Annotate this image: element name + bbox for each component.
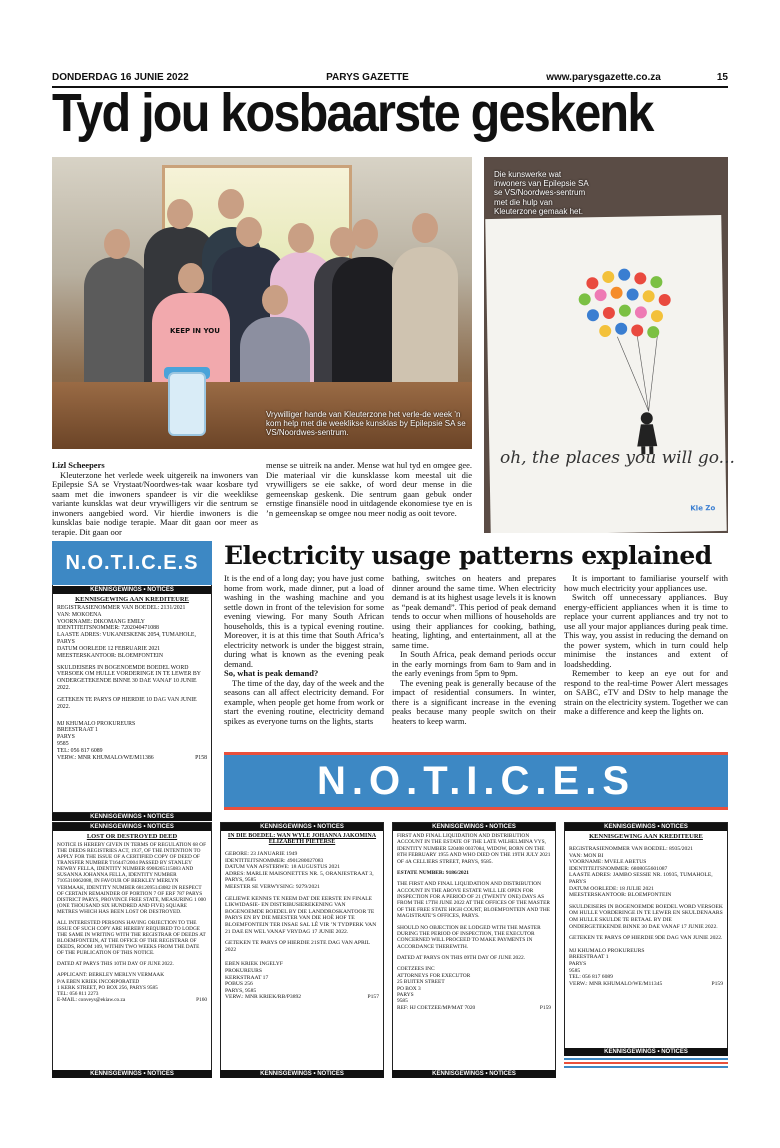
notice-firm: P/A EBEN KRIEK INCORPORATED xyxy=(57,978,140,985)
notice-code: P160 xyxy=(196,996,207,1003)
byline: Lizl Scheepers xyxy=(52,460,105,470)
notice-address: KERKSTRAAT 17 xyxy=(225,974,269,981)
notice-line: MEESTERSKANTOOR: BLOEMFONTEIN xyxy=(569,892,672,899)
notice-line: DATUM VAN AFSTERWE: 18 AUGUSTUS 2021 xyxy=(225,864,340,871)
notice-line: GEBORE: 23 JANUARIE 1949 xyxy=(225,851,298,857)
notices-bar: KENNISGEWINGS • NOTICES xyxy=(565,823,727,831)
poster-slogan: oh, the places you will go... xyxy=(500,448,735,468)
notice-estate-pieterse xyxy=(220,822,384,1078)
jar xyxy=(168,372,206,436)
notice-address: PARYS, 9585 xyxy=(225,987,257,994)
notice-tel: TEL: 056 817 6089 xyxy=(57,747,103,754)
notice-address: 1 KERK STREET, PO BOX 256, PARYS 9585 xyxy=(57,984,158,991)
notice-applicant: APPLICANT: BERKLEY MERLYN VERMAAK xyxy=(57,972,165,979)
notice-body: THE FIRST AND FINAL LIQUIDATION AND DISTRIBUTION ACCOUNT IN THE ABOVE ESTATE WILL LIE OPEN FOR INSPECTION FOR A PERIOD OF 21 (TWENTY ONE) DAYS AS FROM THE 17TH JUNE 2022 AT THE OFFICES OF THE MASTER OF THE FREE STATE HIGH COURT, BLOEMFONTEIN AND THE MAGISTRATE’S OFFICES, PARYS. xyxy=(397,881,551,920)
notice-ref: VERW.: MNR KHUMALO/WE/M11345 xyxy=(569,980,663,987)
notice-line: LAASTE ADRES: JAMBO SESSIE NR. 10935, TUMAHOLE, PARYS xyxy=(569,872,713,885)
notice-line: VAN: MON BI xyxy=(569,852,604,859)
volunteers-photo xyxy=(52,157,472,449)
notice-intro: FIRST AND FINAL LIQUIDATION AND DISTRIBUTION ACCOUNT IN THE ESTATE OF THE LATE WILHELMINA VYS, IDENTITY NUMBER 520408 0037084, WIDOW, BORN ON THE 8TH FEBRUARY 1955 AND WHO DIED ON THE 19TH JULY 2021 OF 4A CELLIERS STREET, PARYS, 9585. xyxy=(397,833,551,865)
notice-line: VOORNAME: MVELE ABETUS xyxy=(569,859,647,866)
notice-body: NOTICE IS HEREBY GIVEN IN TERMS OF REGULATION 68 OF THE DEEDS REGISTRIES ACT, 1937, OF THE INTENTION TO APPLY FOR THE ISSUE OF A CERTIFIED COPY OF DEED OF TRANSFER NUMBER T16447/2004 PASSED BY STANLEY NEWBY FELLA, IDENTITY NUMBER 6908265115083 AND SUSANNA JOHANNA FELLA, IDENTITY NUMBER 7105310062088, IN FAVOUR OF BERKLEY MERLYN VERMAAK, IDENTITY NUMBER 6812095143082 IN RESPECT OF CERTAIN REMAINDER OF PORTION 7 OF ERF 787 PARYS DISTRICT PARYS, PROVINCE FREE STATE, MEASURING 1 000 (ONE THOUSAND SIX HUNDRED AND FIVE) SQUARE METRES WHICH HAS BEEN LOST OR DESTROYED. xyxy=(57,842,207,915)
article-col-1 xyxy=(52,461,258,537)
notices-bar-bottom: KENNISGEWINGS • NOTICES xyxy=(564,1048,728,1056)
elec-para: The time of the day, day of the week and the seasons can all affect electricity demand. For example, when people get home from work or start the evening routine, electricity demand spikes as everyone turns on the lights, starts xyxy=(224,677,384,726)
notice-lost-deed xyxy=(52,822,212,1078)
notice-line: VAN: MOKOENA xyxy=(57,611,102,618)
notice-body: ALL INTERESTED PERSONS HAVING OBJECTION TO THE ISSUE OF SUCH COPY ARE HEREBY REQUIRED TO LODGE THE SAME IN WRITING WITH THE REGISTRAR OF DEEDS AT BLOEMFONTEIN, AT THE OFFICE OF THE REGISTRAR OF DEEDS, ROOM 109, WITHIN TWO WEEKS FROM THE DATE OF THE PUBLICATION OF THIS NOTICE. xyxy=(57,919,206,957)
notice-creditors-monbi xyxy=(564,822,728,1056)
notice-line: IDENTITEITSNOMMER: 6808055601087 xyxy=(569,865,668,872)
shirt-text: KEEP IN YOU xyxy=(170,327,220,335)
notice-line: VOORNAME: DIKOMANG EMILY xyxy=(57,618,145,625)
elec-col-2 xyxy=(392,574,556,726)
girl-silhouette-icon xyxy=(587,326,669,457)
notice-line: ADRES: MARLIE MAISONETTES NR. 5, ORANJESTRAAT 3, PARYS, 9585 xyxy=(225,870,374,884)
notice-address: POBUS 256 xyxy=(225,981,253,988)
notice-ref: REF: HJ COETZEE/MP/MAT 7020 xyxy=(397,1004,476,1011)
elec-para: It is the end of a long day; you have just come home from work, made dinner, put a load of washing in the washing machine and you settle down in front of the television for some evening viewing. For many South African households, this is a typical evening routine. Moreover, it is at this time that South Africa’s electricity network is under the biggest strain, during what is known as the evening peak demand. xyxy=(224,573,384,669)
notice-heading: IN DIE BOEDEL: WAN WYLE JOHANNA JAKOMINA ELIZABETH PIETERSE xyxy=(227,833,377,845)
notice-ref: VERW.: MNR KHUMALO/WE/M11386 xyxy=(57,754,154,761)
notice-address: PARYS xyxy=(569,960,587,967)
notice-heading: KENNISGEWING AAN KREDITEURE xyxy=(589,833,703,840)
notices-bar: KENNISGEWINGS • NOTICES xyxy=(53,823,211,831)
notice-line: IDENTITEITSNOMMER: 4901280027083 xyxy=(225,857,324,864)
notice-code: P159 xyxy=(539,1004,551,1011)
elec-col-3 xyxy=(564,574,728,717)
notice-body: SKULDEISERS IN BOGENOEMDE BOEDEL WORD VERSOEK OM HULLE VORDERINGE IN TE LEWER EN SKULDENAARS OM HULLE SKULDE TE BETAAL BY DIE ONDERGETEKENDE BINNE 30 DAE VANAF 17 JUNIE 2022. xyxy=(569,903,723,930)
electricity-headline: Electricity usage patterns explained xyxy=(224,541,712,570)
notice-address: 9585 xyxy=(397,998,408,1005)
notice-line: REGISTRASIENOMMER VAN BOEDEL: 2131/2021 xyxy=(57,605,186,611)
notice-sub: ATTORNEYS FOR EXECUTOR xyxy=(397,972,471,979)
elec-subhead: So, what is peak demand? xyxy=(224,668,319,679)
notices-title: N.O.T.I.C.E.S xyxy=(52,541,212,585)
notices-bar-bottom: KENNISGEWINGS • NOTICES xyxy=(220,1070,384,1078)
notice-estate-vys xyxy=(392,822,556,1078)
notices-banner: N.O.T.I.C.E.S xyxy=(224,752,728,810)
notice-line: MEESTERSKANTOOR: BLOEMFONTEIN xyxy=(57,652,164,659)
notice-body: GELIEWE KENNIS TE NEEM DAT DIE EERSTE EN FINALE LIKWIDASIE- EN DISTRIBUSIEREKENING VAN BOGENOEMDE BOEDEL BY DIE LANDDROSKANTOOR TE PARYS EN BY DIE MEESTER VAN DIE HOË HOF TE BLOEMFONTEIN TER INSAE SAL LÊ VIR ’N TYDPERK VAN 21 DAE EN WEL VANAF VRYDAG 17 JUNIE 2022. xyxy=(225,895,377,935)
elec-para: It is important to familiarise yourself with how much electricity your appliances use. xyxy=(564,573,728,593)
elec-para: Remember to keep an eye out for and respond to the real-time Power Alert messages on SABC, eTV and DStv to help manage the strain on the electricity system. Together we can make a difference and keep the lights on. xyxy=(564,668,728,717)
page-number: 15 xyxy=(716,72,728,83)
notice-ref: VERW.: MNR KRIEK/RB/P3892 xyxy=(225,994,302,1001)
article-text-1: Kleuterzone het verlede week uitgereik na inwoners van Epilepsie SA se Vrystaat/Noordwes-tak waar kosbare tyd saam met die inwoners spandeer is vir die weeklikse variante kunsklas wat deur vrywilligers vir die sentrum se inwoners aangebied word. Vir hierdie inwoners is die kunsklas baie nodige terapie. Maar dit gaan oor meer as terapie. Dit gaan oor xyxy=(52,469,258,537)
notice-line: REGISTRASIENOMMER VAN BOEDEL: 8935/2021 xyxy=(569,846,693,852)
notice-firm: MJ KHUMALO PROKUREURS xyxy=(57,720,136,727)
article-col-2: mense se uitreik na ander. Mense wat hul tyd en omgee gee. Die materiaal vir die kunsklasse kom meestal uit die vrywilligers se eie sakke, of word deur mense in die gemeenskap geskenk. Die sentrum gaan gebuk onder ernstige finansiële nood in uitdagende ekonomiese tye en is ’n gemeenskap se omgee nou meer nodig as ooit tevore. xyxy=(266,460,472,518)
notice-address: 9585 xyxy=(569,967,581,974)
notice-address: PARYS xyxy=(57,734,75,741)
notice-line: LAASTE ADRES: VUKANESKENK 2054, TUMAHOLE, PARYS xyxy=(57,632,196,646)
notices-bar: KENNISGEWINGS • NOTICES xyxy=(221,823,383,831)
notice-address: 9585 xyxy=(57,741,69,748)
elec-para: Switch off unnecessary appliances. Buy energy-efficient appliances when it is time to replace your current appliances and try not to use all your major appliances during peak time. This way, you assist in reducing the demand on the power system, which in turn could help minimise the instances and extent of loadshedding. xyxy=(564,592,728,669)
notice-line: IDENTITEITSNOMMER: 7202040471088 xyxy=(57,625,159,632)
notice-line: DATUM OORLEDE: 18 JULIE 2021 xyxy=(569,885,654,892)
notice-tel: TEL: 056 811 2273 xyxy=(57,990,99,997)
notice-address: BREESTRAAT 1 xyxy=(57,727,98,734)
decorative-stripes xyxy=(564,1058,728,1068)
photo2-caption: Die kunswerke wat inwoners van Epilepsie SA se VS/Noordwes-sentrum met die hulp van Kleuterzone gemaak het. xyxy=(494,170,589,216)
notice-body: SHOULD NO OBJECTION BE LODGED WITH THE MASTER DURING THE PERIOD OF INSPECTION, THE EXECUTOR CONCERNED WILL PROCEED TO MAKE PAYMENTS IN ACCORDANCE THEREWITH. xyxy=(397,924,541,950)
notice-tel: TEL: 056 817 6089 xyxy=(569,974,613,981)
notice-address: PO BOX 3 xyxy=(397,985,421,992)
notices-bar: KENNISGEWINGS • NOTICES xyxy=(53,586,211,594)
notice-line: DATUM OORLEDE 12 FEBRUARIE 2021 xyxy=(57,645,161,652)
site-url[interactable]: www.parysgazette.co.za xyxy=(546,72,661,83)
notices-bar-bottom: KENNISGEWINGS • NOTICES xyxy=(392,1070,556,1078)
notice-date: GETEKEN TE PARYS OP HIERDIE 21STE DAG VAN APRIL 2022 xyxy=(225,940,370,953)
notice-firm: MJ KHUMALO PROKUREURS xyxy=(569,947,645,954)
notice-date: DATED AT PARYS THIS 10TH DAY OF JUNE 2022. xyxy=(57,961,174,968)
notice-code: P158 xyxy=(195,754,207,761)
notices-bar-bottom: KENNISGEWINGS • NOTICES xyxy=(52,813,212,821)
photo1-caption: Vrywilliger hande van Kleuterzone het verle-de week ’n kom help met die weeklikse kunsklas by Epilepsie SA se VS/Noordwes-sentrum. xyxy=(266,410,466,438)
headline: Tyd jou kosbaarste geskenk xyxy=(52,83,653,143)
notice-heading: KENNISGEWING AAN KREDITEURE xyxy=(75,596,189,603)
notices-bar: KENNISGEWINGS • NOTICES xyxy=(393,823,555,831)
notice-address: BREESTRAAT 1 xyxy=(569,954,609,961)
notice-date: DATED AT PARYS ON THIS 09TH DAY OF JUNE 2022. xyxy=(397,955,525,961)
elec-para: In South Africa, peak demand periods occur in the early mornings from 6am to 9am and in the early evenings from 5pm to 9pm. xyxy=(392,649,556,679)
notices-bar-bottom: KENNISGEWINGS • NOTICES xyxy=(52,1070,212,1078)
balloon-poster xyxy=(485,215,726,533)
notice-line: GETEKEN TE PARYS OP HIERDIE 10 DAG VAN JUNIE 2022. xyxy=(57,696,197,710)
notice-code: P157 xyxy=(367,994,379,1001)
notice-sub: PROKUREURS xyxy=(225,967,262,974)
notice-estate-number: ESTATE NUMBER: 9186/2021 xyxy=(397,869,469,876)
notice-date: GETEKEN TE PARYS OP HIERDIE 9DE DAG VAN JUNIE 2022. xyxy=(569,935,723,942)
notice-line: MEESTER SE VERWYSING: 9279/2021 xyxy=(225,883,320,890)
notice-address: PARYS xyxy=(397,991,414,998)
elec-col-1 xyxy=(224,574,384,726)
elec-para: The evening peak is generally because of the impact of residential consumers. In winter, there is a significant increase in the evening peaks because many people switch on their heaters to keep warm. xyxy=(392,677,556,726)
notice-code: P159 xyxy=(711,980,723,987)
notice-firm: COETZEES INC xyxy=(397,966,435,973)
notice-email[interactable]: E-MAIL: conveys@ekiaw.co.za xyxy=(57,996,126,1003)
issue-date: DONDERDAG 16 JUNIE 2022 xyxy=(52,72,189,83)
kleuterzone-logo: Kle Zo xyxy=(690,504,716,513)
notice-address: 25 BUITEN STREET xyxy=(397,979,445,986)
elec-para: bathing, switches on heaters and prepares dinner around the same time. When electricity demand is at its highest usage levels it is known as “peak demand”. This period of peak demand tends to occur when millions of households are using their appliances for cooking, bathing, heating, lighting, and entertainment, all at the same time. xyxy=(392,573,556,650)
notice-firm: EBEN KRIEK INGELYF xyxy=(225,961,283,968)
notice-line: SKULDEISERS IN BOGENOEMDE BOEDEL WORD VERSOEK OM HULLE VORDERINGE IN TE LEWER BY ONDERGETEKENDE BINNE 30 DAE VANAF 10 JUNIE 2022. xyxy=(57,664,201,692)
notice-heading: LOST OR DESTROYED DEED xyxy=(86,833,178,840)
paper-name: PARYS GAZETTE xyxy=(326,72,409,83)
